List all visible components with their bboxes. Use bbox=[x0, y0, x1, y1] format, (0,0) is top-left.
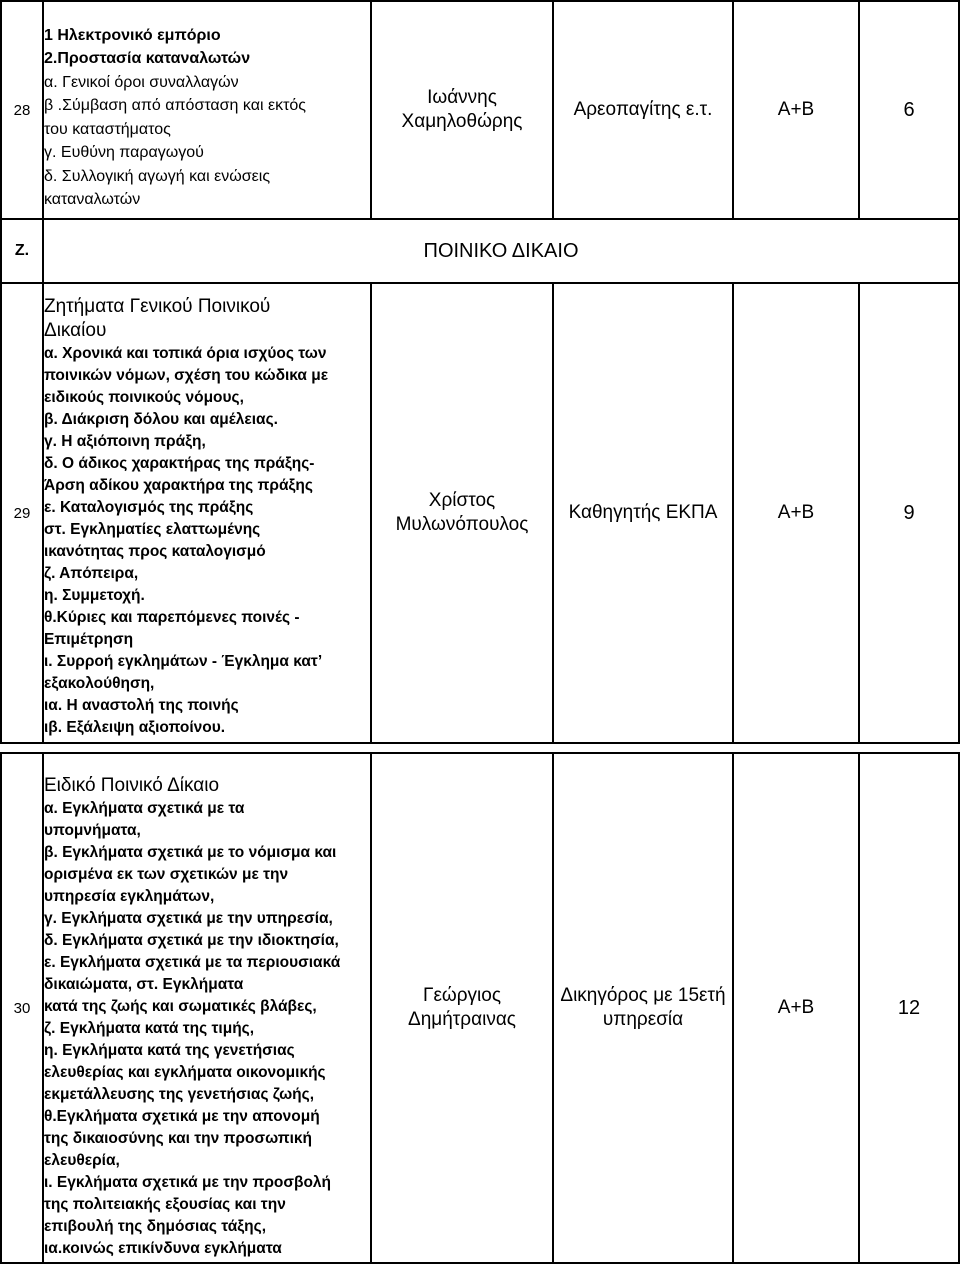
row-number: 28 bbox=[1, 1, 43, 219]
topic-line: κατά της ζωής και σωματικές βλάβες, bbox=[44, 998, 317, 1015]
topic-line: β. Εγκλήματα σχετικά με το νόμισμα και bbox=[44, 844, 337, 861]
topic-heading bbox=[44, 774, 370, 798]
topic-line: ια. Η αναστολή της ποινής bbox=[44, 697, 239, 714]
topic-line: θ.Εγκλήματα σχετικά με την απονομή bbox=[44, 1108, 320, 1125]
topic-line: ιβ. Εξάλειψη αξιοποίνου. bbox=[44, 719, 226, 736]
topic-line: Άρση αδίκου χαρακτήρα της πράξης bbox=[44, 477, 313, 494]
topic-line: ορισμένα εκ των σχετικών με την bbox=[44, 866, 289, 883]
topic-line: δικαιώματα, στ. Εγκλήματα bbox=[44, 976, 244, 993]
topic-line: α. Εγκλήματα σχετικά με τα bbox=[44, 800, 245, 817]
role-line: υπηρεσία bbox=[602, 1009, 684, 1030]
topic-line: εξακολούθηση, bbox=[44, 675, 155, 692]
topic-line: α. Γενικοί όροι συναλλαγών bbox=[44, 73, 239, 91]
section-letter: Ζ. bbox=[1, 219, 43, 283]
topic-line: ι. Συρροή εγκλημάτων - Έγκλημα κατ’ bbox=[44, 653, 323, 670]
topic-line: ζ. Απόπειρα, bbox=[44, 565, 139, 582]
heading-line: Ειδικό Ποινικό Δίκαιο bbox=[44, 775, 220, 796]
instructor-name bbox=[371, 283, 553, 743]
topic-line: γ. Εγκλήματα σχετικά με την υπηρεσία, bbox=[44, 910, 333, 927]
row-number: 29 bbox=[1, 283, 43, 743]
topic-line: επιβουλή της δημόσιας τάξης, bbox=[44, 1218, 267, 1235]
topic-line: ειδικούς ποινικούς νόμους, bbox=[44, 389, 244, 406]
instructor-role: Αρεοπαγίτης ε.τ. bbox=[553, 1, 733, 219]
table-row-28 bbox=[1, 1, 959, 219]
topic-line: δ. Ο άδικος χαρακτήρας της πράξης- bbox=[44, 455, 315, 472]
topic-line: ελευθερίας και εγκλήματα οικονομικής bbox=[44, 1064, 326, 1081]
table-row-30 bbox=[1, 753, 959, 1263]
topic-line: β .Σύμβαση από απόσταση και εκτός bbox=[44, 97, 306, 114]
topic-list bbox=[44, 9, 370, 212]
topic-line: στ. Εγκληματίες ελαττωμένης bbox=[44, 521, 261, 538]
row-gap bbox=[1, 743, 959, 753]
section-row bbox=[1, 219, 959, 283]
role-line: Καθηγητής ΕΚΠΑ bbox=[568, 502, 718, 523]
hours-cell: 9 bbox=[859, 283, 959, 743]
name-line: Ιωάννης bbox=[427, 87, 497, 108]
topic-cell bbox=[43, 753, 371, 1263]
topic-line: 1 Ηλεκτρονικό εμπόριο bbox=[44, 26, 221, 44]
topic-line: ι. Εγκλήματα σχετικά με την προσβολή bbox=[44, 1174, 332, 1191]
topic-line: υπομνήματα, bbox=[44, 822, 141, 839]
topic-line: γ. Ευθύνη παραγωγού bbox=[44, 144, 204, 161]
topic-line: ε. Εγκλήματα σχετικά με τα περιουσιακά bbox=[44, 954, 341, 971]
topic-line: Επιμέτρηση bbox=[44, 631, 134, 648]
topic-list bbox=[44, 798, 370, 1260]
heading-line: Δικαίου bbox=[44, 320, 107, 341]
topic-cell bbox=[43, 1, 371, 219]
topic-line: η. Συμμετοχή. bbox=[44, 587, 145, 604]
name-line: Χαμηλοθώρης bbox=[401, 111, 523, 132]
topic-line: δ. Συλλογική αγωγή και ενώσεις bbox=[44, 167, 271, 185]
hours-cell: 6 bbox=[859, 1, 959, 219]
name-line: Γεώργιος bbox=[422, 985, 502, 1006]
topic-cell bbox=[43, 283, 371, 743]
name-line: Δημήτραινας bbox=[408, 1009, 516, 1030]
instructor-role bbox=[553, 283, 733, 743]
topic-line: ε. Καταλογισμός της πράξης bbox=[44, 499, 254, 516]
table-row-29 bbox=[1, 283, 959, 743]
instructor-name bbox=[371, 753, 553, 1263]
topic-line: ελευθερία, bbox=[44, 1152, 120, 1169]
topic-line: υπηρεσία εγκλημάτων, bbox=[44, 888, 215, 905]
topic-heading bbox=[44, 295, 370, 343]
grade-cell: Α+Β bbox=[733, 1, 859, 219]
section-title: ΠΟΙΝΙΚΟ ΔΙΚΑΙΟ bbox=[43, 219, 959, 283]
topic-list bbox=[44, 343, 370, 739]
topic-line: της δικαιοσύνης και την προσωπική bbox=[44, 1130, 313, 1147]
topic-line: του καταστήματος bbox=[44, 120, 171, 138]
topic-line: ποινικών νόμων, σχέση του κώδικα με bbox=[44, 367, 329, 384]
topic-line: γ. Η αξιόποινη πράξη, bbox=[44, 433, 206, 450]
topic-line: καταναλωτών bbox=[44, 191, 141, 208]
heading-line: Ζητήματα Γενικού Ποινικού bbox=[44, 296, 271, 317]
grade-cell: Α+Β bbox=[733, 753, 859, 1263]
topic-line: ια.κοινώς επικίνδυνα εγκλήματα bbox=[44, 1240, 282, 1257]
hours-cell: 12 bbox=[859, 753, 959, 1263]
topic-line: ικανότητας προς καταλογισμό bbox=[44, 543, 266, 560]
name-line: Χρίστος bbox=[428, 490, 496, 511]
topic-line: β. Διάκριση δόλου και αμέλειας. bbox=[44, 411, 278, 428]
topic-line: η. Εγκλήματα κατά της γενετήσιας bbox=[44, 1042, 295, 1059]
name-line: Μυλωνόπουλος bbox=[395, 514, 529, 535]
instructor-name bbox=[371, 1, 553, 219]
topic-line: 2.Προστασία καταναλωτών bbox=[44, 50, 251, 67]
topic-line: της πολιτειακής εξουσίας και την bbox=[44, 1196, 286, 1213]
topic-line: θ.Κύριες και παρεπόμενες ποινές - bbox=[44, 609, 300, 626]
row-number: 30 bbox=[1, 753, 43, 1263]
topic-line: α. Χρονικά και τοπικά όρια ισχύος των bbox=[44, 345, 327, 362]
topic-line: δ. Εγκλήματα σχετικά με την ιδιοκτησία, bbox=[44, 932, 339, 949]
instructor-role bbox=[553, 753, 733, 1263]
topic-line: ζ. Εγκλήματα κατά της τιμής, bbox=[44, 1020, 255, 1037]
grade-cell: Α+Β bbox=[733, 283, 859, 743]
role-line: Δικηγόρος με 15ετή bbox=[560, 985, 726, 1006]
topic-line: εκμετάλλευσης της γενετήσιας ζωής, bbox=[44, 1086, 315, 1103]
